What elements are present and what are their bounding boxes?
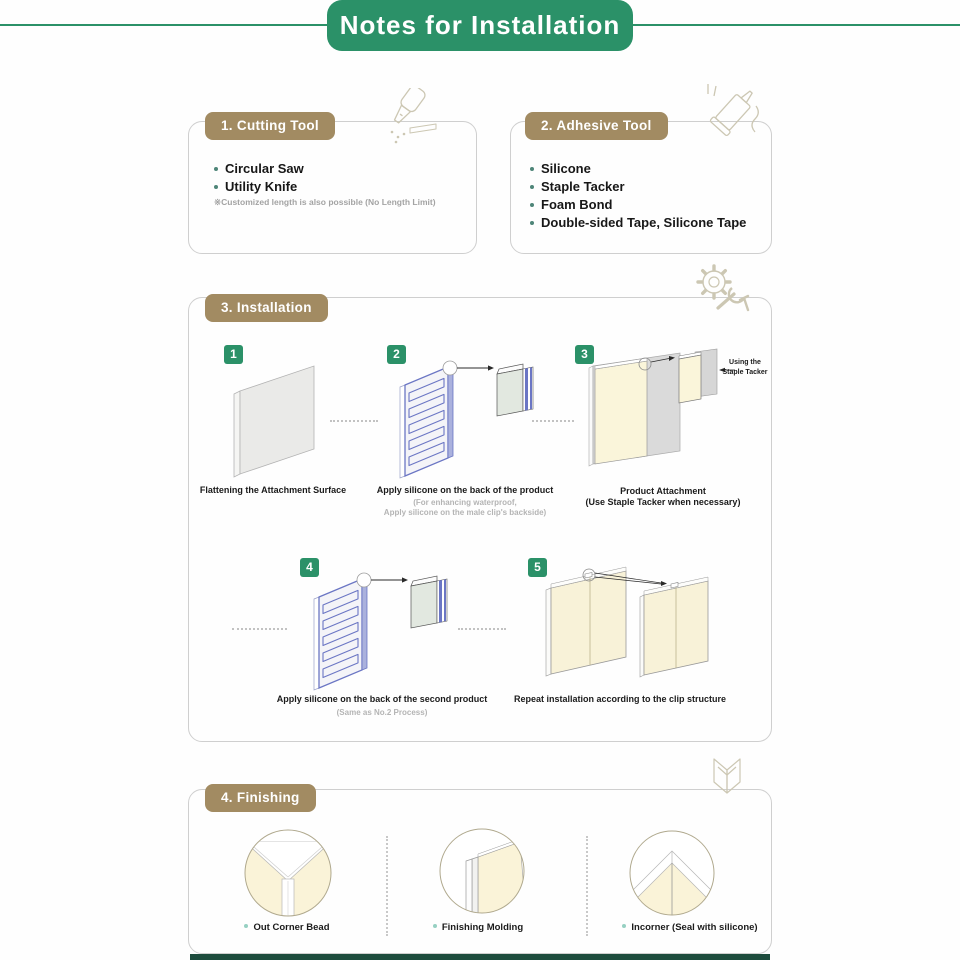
step-3-caption2: (Use Staple Tacker when necessary) [585,497,741,507]
step-4-subcaption: (Same as No.2 Process) [336,708,428,717]
bullet-icon [214,185,218,189]
list-item [530,178,746,196]
finishing-item-label: Incorner (Seal with silicone) [631,922,758,933]
cutting-tool-note: ※Customized length is also possible (No Length Limit) [214,197,436,207]
finishing-item-label: Out Corner Bead [253,922,330,933]
incorner-illustration [628,829,716,917]
bullet-icon [622,924,626,928]
finishing-title: 4. Finishing [205,784,316,812]
bullet-icon [530,203,534,207]
utility-knife-icon [368,88,440,148]
cutting-tool-title: 1. Cutting Tool [205,112,335,140]
step-3-number: 3 [575,345,594,364]
annotation-line: Staple Tacker [722,369,768,376]
finishing-item-label: Finishing Molding [441,922,524,933]
step-2-subcaption: (For enhancing waterproof, [413,498,517,507]
gear-wrench-icon [690,260,754,322]
out-corner-bead-illustration [242,827,334,919]
list-item [214,178,304,196]
list-item-label: Utility Knife [225,179,298,194]
finishing-divider-dots [386,836,388,936]
step-5-number: 5 [528,558,547,577]
silicone-tube-icon [696,84,768,146]
list-item-label: Double-sided Tape, Silicone Tape [541,215,747,230]
list-item [530,214,746,232]
step-2-number: 2 [387,345,406,364]
list-item [530,160,746,178]
bullet-icon [433,924,437,928]
list-item-label: Silicone [541,161,591,176]
step-2-illustration [396,356,536,484]
step-divider-dots [532,420,574,422]
step-4-number: 4 [300,558,319,577]
list-item [214,160,304,178]
finishing-molding-illustration [438,827,526,915]
list-item [530,196,746,214]
corner-molding-icon [698,757,756,807]
step-2-caption: Apply silicone on the back of the product [376,485,554,495]
adhesive-tool-list [530,160,746,232]
list-item-label: Staple Tacker [541,179,625,194]
bullet-icon [530,167,534,171]
step-1-number: 1 [224,345,243,364]
bullet-icon [244,924,248,928]
bottom-accent-bar [190,954,770,960]
step-1-caption: Flattening the Attachment Surface [199,485,347,495]
step-5-caption: Repeat installation according to the clip structure [513,694,727,704]
step-divider-dots [458,628,506,630]
finishing-divider-dots [586,836,588,936]
cutting-tool-list [214,160,304,196]
step-5-illustration [540,560,715,690]
page-title: Notes for Installation [327,0,633,51]
bullet-icon [214,167,218,171]
installation-title: 3. Installation [205,294,328,322]
list-item-label: Circular Saw [225,161,304,176]
incorner-label [540,922,840,933]
adhesive-tool-title: 2. Adhesive Tool [525,112,668,140]
step-2-subcaption: Apply silicone on the male clip's backside) [383,508,547,517]
annotation-line: Using the [729,359,761,366]
step-3-caption: Product Attachment [620,486,706,496]
step-divider-dots [330,420,378,422]
step-divider-dots [232,628,287,630]
list-item-label: Foam Bond [541,197,613,212]
step-3-annotation [718,358,772,378]
step-4-illustration [310,568,450,696]
step-1-illustration [224,356,324,481]
step-4-caption: Apply silicone on the back of the second product [276,694,488,704]
bullet-icon [530,185,534,189]
bullet-icon [530,221,534,225]
